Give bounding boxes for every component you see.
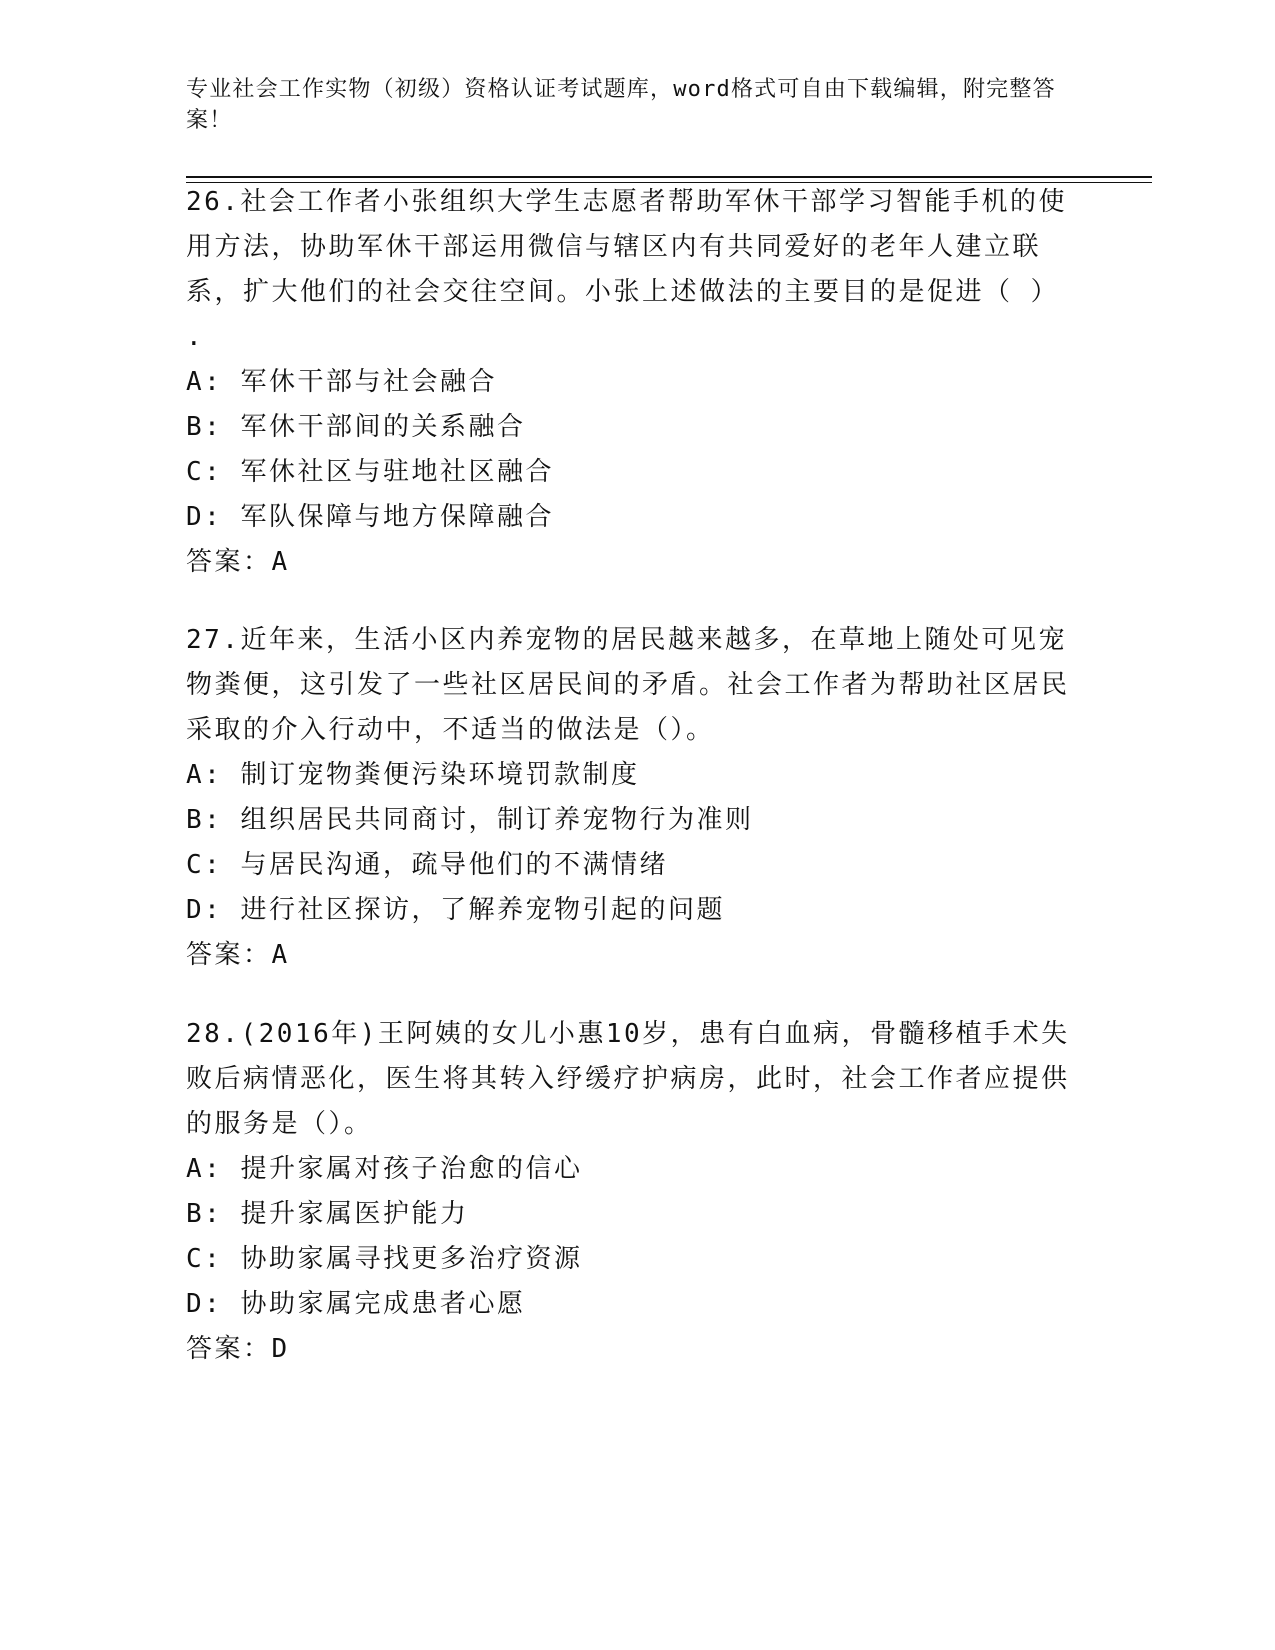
option-c: C: 军休社区与驻地社区融合 [186,457,554,487]
answer-line: 答案：A [186,547,290,577]
option-d: D: 协助家属完成患者心愿 [186,1289,526,1319]
question-27 [186,618,1086,978]
question-26 [186,180,1086,585]
option-a: A: 制订宠物粪便污染环境罚款制度 [186,760,640,790]
option-d: D: 进行社区探访，了解养宠物引起的问题 [186,895,725,925]
document-header: 专业社会工作实物（初级）资格认证考试题库，word格式可自由下载编辑，附完整答案！ [186,77,1056,133]
option-c: C: 与居民沟通，疏导他们的不满情绪 [186,850,668,880]
question-stem: 28.(2016年)王阿姨的女儿小惠10岁，患有白血病，骨髓移植手术失败后病情恶化，医生将其转入纾缓疗护病房，此时，社会工作者应提供的服务是（）。 [186,1019,1070,1139]
question-stem: 27.近年来，生活小区内养宠物的居民越来越多，在草地上随处可见宠物粪便，这引发了一些社区居民间的矛盾。社会工作者为帮助社区居民采取的介入行动中，不适当的做法是（）。 [186,625,1070,745]
question-stem-tail: . [186,322,205,352]
option-a: A: 提升家属对孩子治愈的信心 [186,1154,583,1184]
option-c: C: 协助家属寻找更多治疗资源 [186,1244,583,1274]
answer-line: 答案：A [186,940,290,970]
option-b: B: 军休干部间的关系融合 [186,412,526,442]
option-a: A: 军休干部与社会融合 [186,367,497,397]
question-28 [186,1012,1086,1372]
answer-line: 答案：D [186,1334,290,1364]
option-b: B: 提升家属医护能力 [186,1199,469,1229]
question-stem: 26.社会工作者小张组织大学生志愿者帮助军休干部学习智能手机的使用方法，协助军休干部运用微信与辖区内有共同爱好的老年人建立联系，扩大他们的社会交往空间。小张上述做法的主要目的是促进（ ） [186,187,1067,307]
option-b: B: 组织居民共同商讨，制订养宠物行为准则 [186,805,754,835]
header-divider-thick [186,176,1152,178]
option-d: D: 军队保障与地方保障融合 [186,502,554,532]
